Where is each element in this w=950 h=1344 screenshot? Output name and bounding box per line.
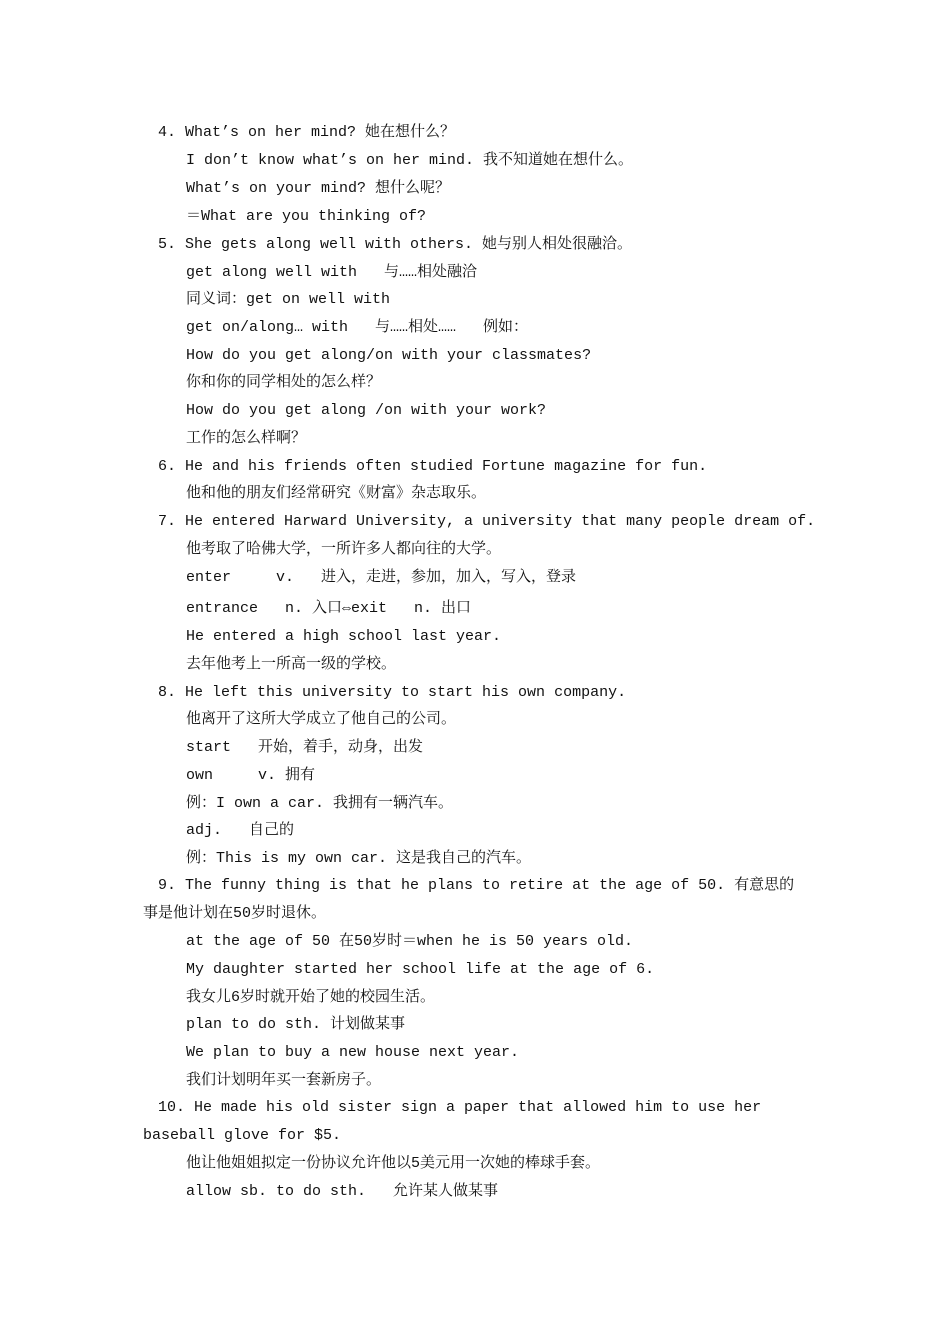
translation-line: 我们计划明年买一套新房子。: [186, 1072, 382, 1089]
example-line: 例：This is my own car. 这是我自己的汽车。: [186, 850, 532, 867]
example-line: What’s on your mind? 想什么呢？: [186, 180, 451, 197]
item-4-sentence: 4. What’s on her mind? 她在想什么？: [158, 124, 456, 141]
phrase-line: get along well with 与……相处融洽: [186, 264, 478, 281]
example-line: How do you get along /on with your work?: [186, 402, 547, 419]
example-line: We plan to buy a new house next year.: [186, 1044, 520, 1061]
item-5-sentence: 5. She gets along well with others. 她与别人相处很融洽。: [158, 236, 633, 253]
example-line: ＝What are you thinking of?: [186, 208, 427, 225]
example-line: How do you get along/on with your classmates?: [186, 347, 592, 364]
item-9-sentence: 9. The funny thing is that he plans to retire at the age of 50. 有意思的事是他计划在50岁时退休。: [143, 877, 795, 922]
translation-line: 他和他的朋友们经常研究《财富》杂志取乐。: [186, 485, 487, 502]
phrase-line: at the age of 50 在50岁时＝when he is 50 years old.: [186, 933, 634, 950]
item-8-sentence: 8. He left this university to start his own company.: [158, 684, 627, 701]
example-line: My daughter started her school life at the age of 6.: [186, 961, 655, 978]
example-line: He entered a high school last year.: [186, 628, 502, 645]
phrase-line: allow sb. to do sth. 允许某人做某事: [186, 1183, 499, 1200]
example-line: I don’t know what’s on her mind. 我不知道她在想什么。: [186, 152, 634, 169]
phrase-line: plan to do sth. 计划做某事: [186, 1016, 406, 1033]
translation-line: 他让他姐姐拟定一份协议允许他以5美元用一次她的棒球手套。: [186, 1155, 601, 1172]
translation-line: 你和你的同学相处的怎么样？: [186, 374, 382, 391]
vocab-line: start 开始，着手，动身，出发: [186, 739, 424, 756]
vocab-line: own v. 拥有: [186, 767, 316, 784]
translation-line: 我女儿6岁时就开始了她的校园生活。: [186, 989, 436, 1006]
item-10-sentence: 10. He made his old sister sign a paper that allowed him to use her baseball glove for $5.: [143, 1099, 762, 1144]
translation-line: 他离开了这所大学成立了他自己的公司。: [186, 711, 457, 728]
translation-line: 他考取了哈佛大学，一所许多人都向往的大学。: [186, 541, 502, 558]
translation-line: 去年他考上一所高一级的学校。: [186, 656, 397, 673]
synonym-line: 同义词：get on well with: [186, 291, 391, 308]
translation-line: 工作的怎么样啊？: [186, 430, 307, 447]
example-line: 例：I own a car. 我拥有一辆汽车。: [186, 795, 454, 812]
phrase-line: get on/along… with 与……相处…… 例如：: [186, 319, 529, 336]
vocab-line: enter v. 进入，走进，参加，加入，写入，登录: [186, 569, 577, 586]
vocab-line: adj. 自己的: [186, 822, 295, 839]
item-7-sentence: 7. He entered Harward University, a university that many people dream of.: [158, 513, 816, 530]
item-6-sentence: 6. He and his friends often studied Fortune magazine for fun.: [158, 458, 708, 475]
vocab-line: entrance n. 入口⇔exit n. 出口: [186, 600, 472, 617]
